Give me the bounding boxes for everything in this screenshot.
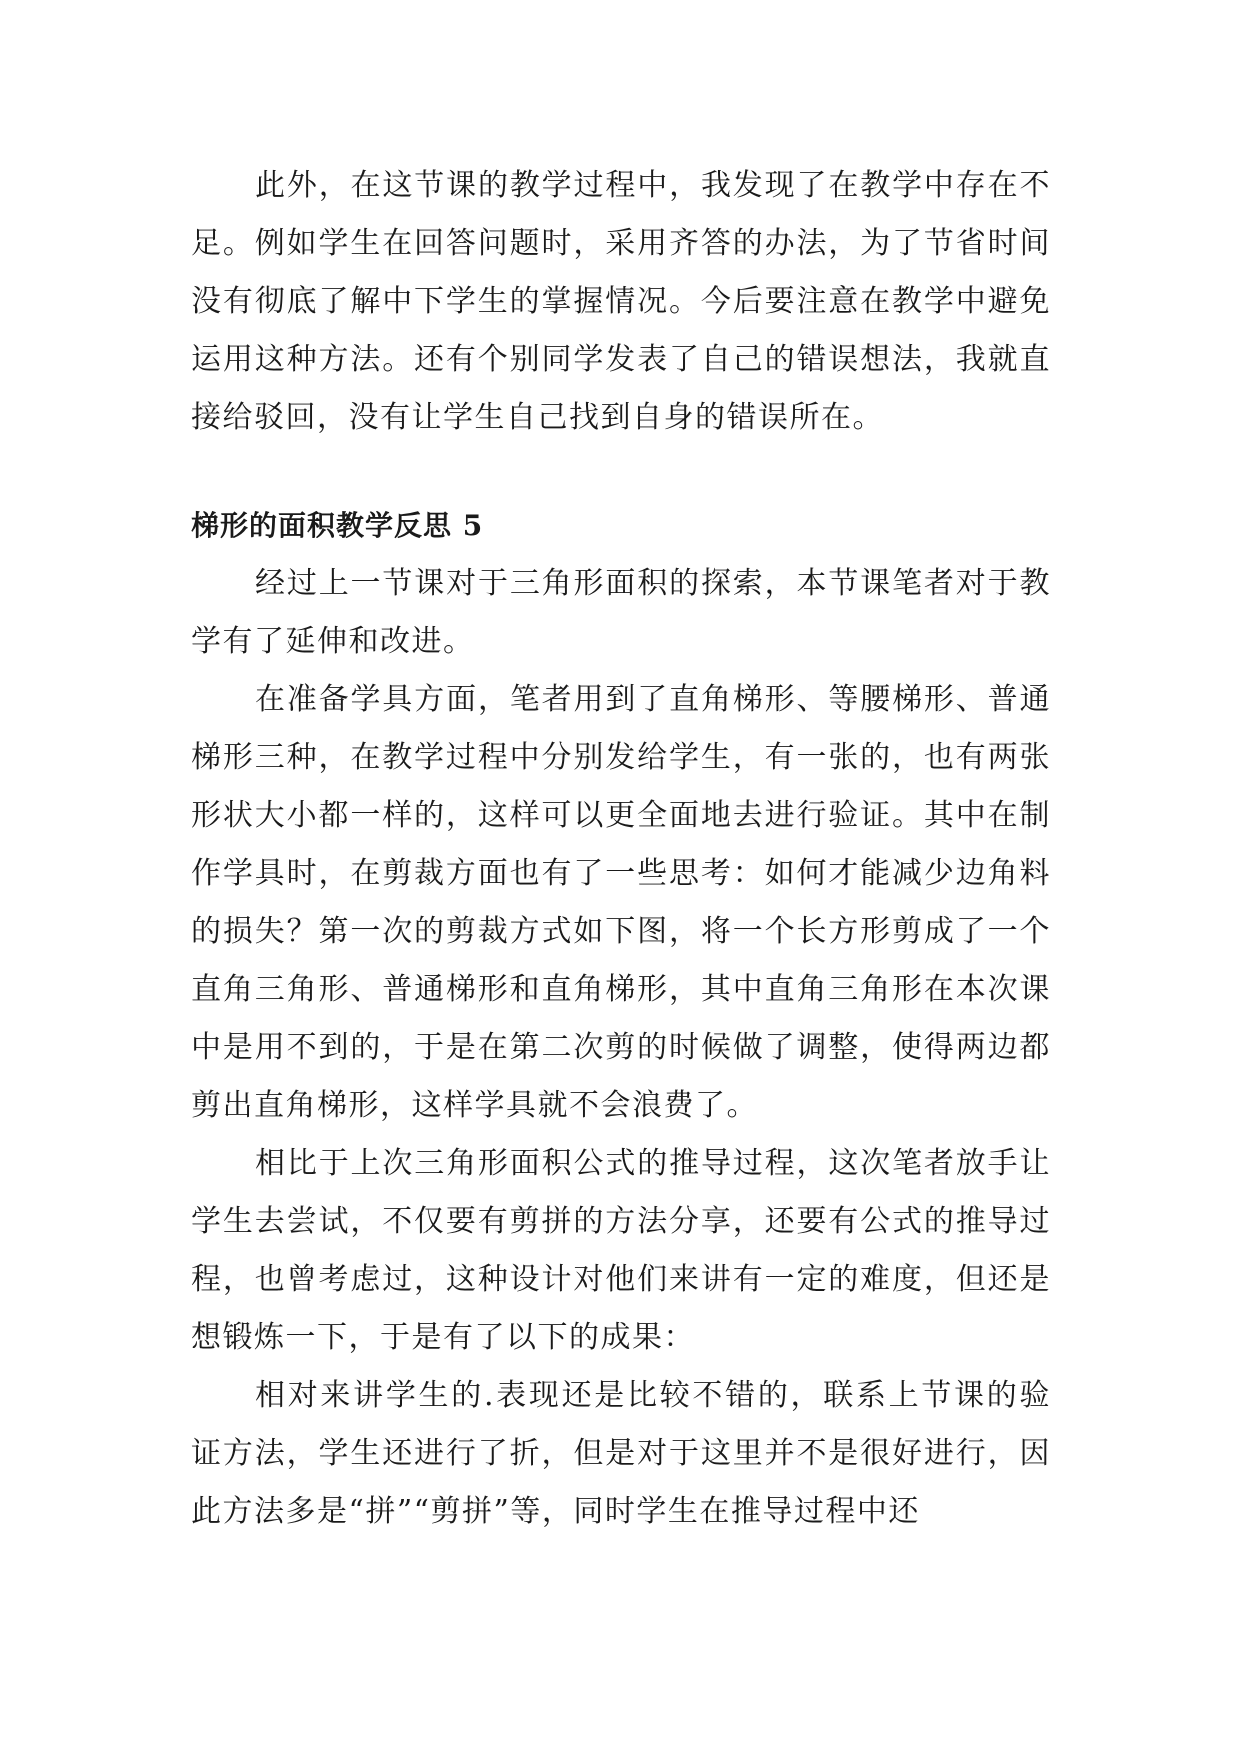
- section-title: 梯形的面积教学反思 5: [191, 509, 484, 542]
- paragraph: 经过上一节课对于三角形面积的探索，本节课笔者对于教学有了延伸和改进。: [191, 566, 1051, 659]
- paragraph: 相比于上次三角形面积公式的推导过程，这次笔者放手让学生去尝试，不仅要有剪拼的方法分享，还要有公式的推导过程，也曾考虑过，这种设计对他们来讲有一定的难度，但还是想锻炼一下，于是有了以下的成果：: [191, 1146, 1051, 1355]
- paragraph: 相对来讲学生的.表现还是比较不错的，联系上节课的验证方法，学生还进行了折，但是对于这里并不是很好进行，因此方法多是“拼”“剪拼”等，同时学生在推导过程中还: [191, 1378, 1051, 1529]
- paragraph-intro: 此外，在这节课的教学过程中，我发现了在教学中存在不足。例如学生在回答问题时，采用齐答的办法，为了节省时间没有彻底了解中下学生的掌握情况。今后要注意在教学中避免运用这种方法。还有个别同学发表了自己的错误想法，我就直接给驳回，没有让学生自己找到自身的错误所在。: [191, 168, 1051, 435]
- document-body: [191, 157, 1051, 1541]
- paragraph: 在准备学具方面，笔者用到了直角梯形、等腰梯形、普通梯形三种，在教学过程中分别发给学生，有一张的，也有两张形状大小都一样的，这样可以更全面地去进行验证。其中在制作学具时，在剪裁方面也有了一些思考：如何才能减少边角料的损失？第一次的剪裁方式如下图，将一个长方形剪成了一个直角三角形、普通梯形和直角梯形，其中直角三角形在本次课中是用不到的，于是在第二次剪的时候做了调整，使得两边都剪出直角梯形，这样学具就不会浪费了。: [191, 682, 1051, 1123]
